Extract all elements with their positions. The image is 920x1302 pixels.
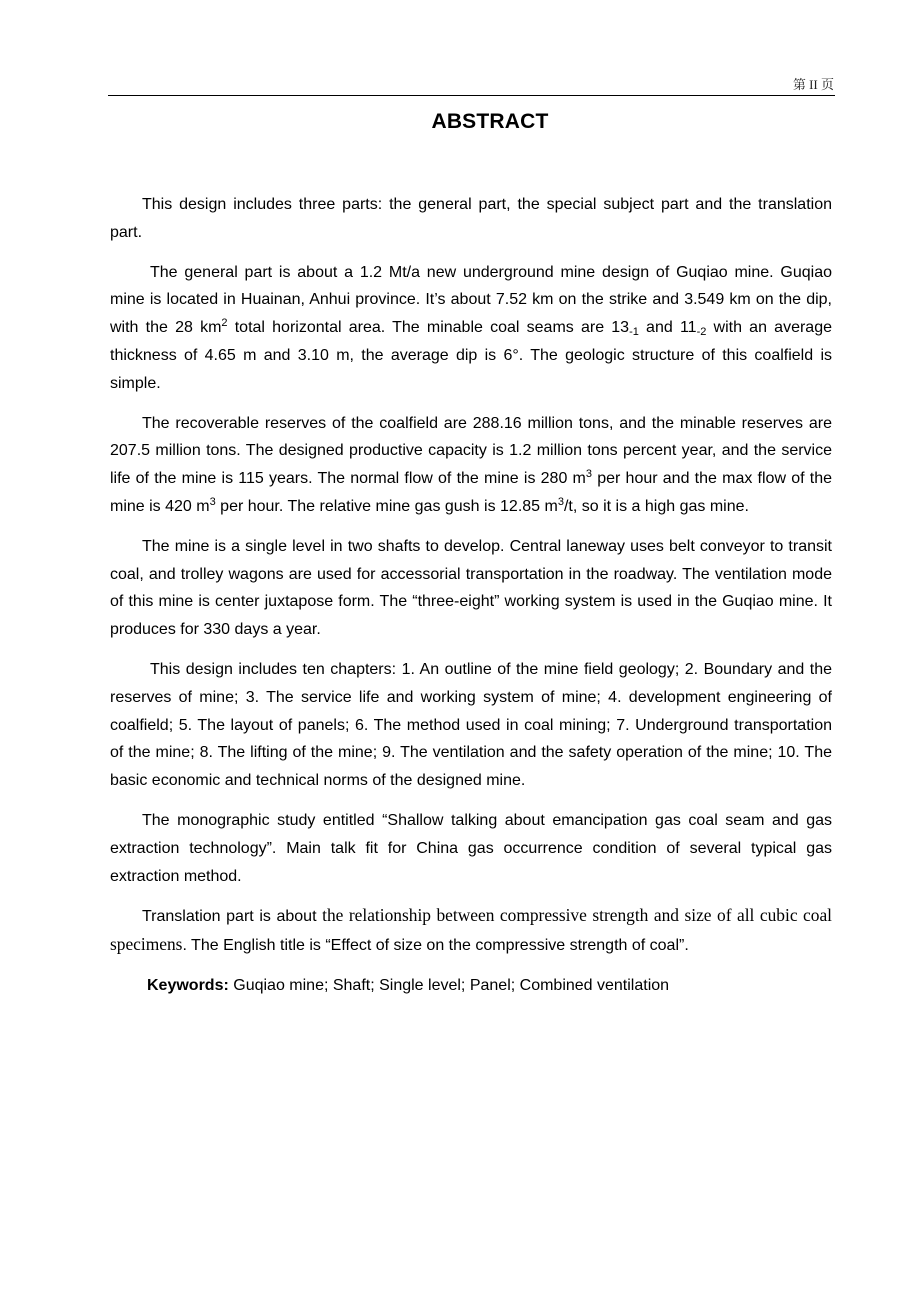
text-run: . The English title is “Effect of size on the compressive strength of coal”. xyxy=(182,937,689,955)
text-run-serif: the relationship between compressive strength and size of all cubic coal specimens xyxy=(110,905,833,955)
paragraph-development: The mine is a single level in two shafts to develop. Central laneway uses belt conveyor to transit coal, and trolley wagons are used for accessorial transportation in the roadway. The ventilation mode of this mine is center juxtapose form. The “three-eight” working system is used in the Guqiao mine. It produces for 330 days a year. xyxy=(110,537,832,639)
text-run: /t, so it is a high gas mine. xyxy=(563,497,749,515)
subscript: -1 xyxy=(629,326,639,339)
text-run: per hour. The relative mine gas gush is 12.85 m xyxy=(215,497,558,515)
page-number: 第 II 页 xyxy=(792,77,834,92)
subscript: -2 xyxy=(696,326,707,339)
abstract-body xyxy=(110,191,832,1000)
header-rule xyxy=(108,95,835,96)
text-run: and 11 xyxy=(638,319,697,337)
keywords-label: Keywords: xyxy=(147,976,229,994)
paragraph-monograph: The monographic study entitled “Shallow talking about emancipation gas coal seam and gas extraction technology”. Main talk fit for China gas occurrence condition of several typical gas extraction method. xyxy=(110,811,832,885)
paragraph-translation xyxy=(110,902,832,960)
text-run: total horizontal area. The minable coal seams are 13 xyxy=(227,319,630,337)
text-run: The general part is about a 1.2 Mt/a new underground mine design of Guqiao mine. Guqiao mine is located in Huainan, Anhui province. It’s about 7.52 km on the strike and 3.549 km on the dip, with the 28 km xyxy=(110,263,832,337)
paragraph-chapters: This design includes ten chapters: 1. An outline of the mine field geology; 2. Boundary and the reserves of mine; 3. The service life and working system of mine; 4. development engineering of coalfield; 5. The layout of panels; 6. The method used in coal mining; 7. Underground transportation of the mine; 8. The lifting of the mine; 9. The ventilation and the safety operation of the mine; 10. The basic economic and technical norms of the designed mine. xyxy=(110,660,832,790)
text-run: with an average thickness of 4.65 m and 3.10 m, the average dip is 6°. The geologic structure of this coalfield is simple. xyxy=(110,319,832,392)
keywords-line xyxy=(110,972,832,1000)
abstract-title: ABSTRACT xyxy=(431,110,549,133)
text-run: Translation part is about xyxy=(142,908,323,926)
paragraph-overview: This design includes three parts: the general part, the special subject part and the translation part. xyxy=(110,196,832,241)
text-run: The recoverable reserves of the coalfield are 288.16 million tons, and the minable reserves are 207.5 million tons. The designed productive capacity is 1.2 million tons percent year, and the service life of the mine is 115 years. The normal flow of the mine is 280 m xyxy=(110,414,832,488)
superscript: 2 xyxy=(221,317,228,330)
page-header xyxy=(0,0,920,100)
paragraph-general-part xyxy=(110,259,832,398)
superscript: 3 xyxy=(209,495,216,508)
keywords-value: Guqiao mine; Shaft; Single level; Panel; Combined ventilation xyxy=(228,976,670,994)
text-run: per hour and the max flow of the mine is 420 m xyxy=(110,470,832,515)
paragraph-reserves xyxy=(110,410,832,521)
superscript: 3 xyxy=(585,468,593,481)
superscript: 3 xyxy=(557,495,564,508)
